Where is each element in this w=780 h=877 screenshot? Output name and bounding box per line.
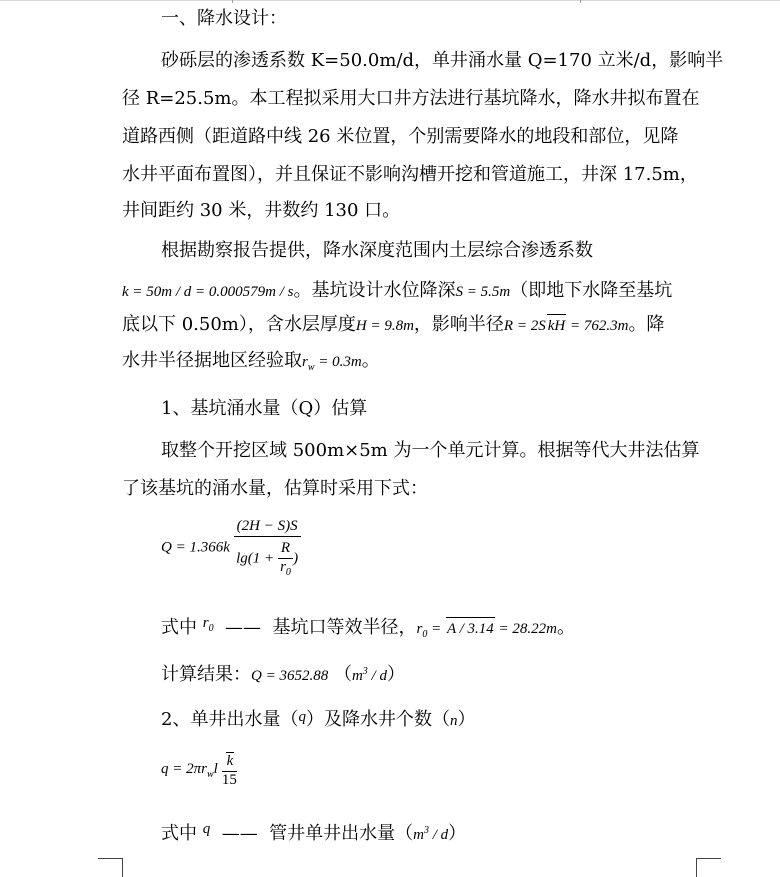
paragraph-line: 径 R=25.5m。本工程拟采用大口井方法进行基坑降水，降水井拟布置在 [122, 88, 700, 109]
margin-corner-mark [696, 858, 721, 877]
paragraph-line: 水井半径据地区经验取$r_w = 0.3m$。 [122, 350, 380, 373]
subheading-2: 2、单井出水量（$^q$）及降水井个数（n） [161, 709, 476, 730]
where-line-r0: 式中 $^{r_0}$ —— 基坑口等效半径，$r_0 = A / 3.14 = 28.22m$。 [161, 615, 575, 640]
paragraph-line: 根据勘察报告提供，降水深度范围内土层综合渗透系数 [161, 240, 593, 261]
permeability-formula: k = 50m / d = 0.000579m / s [122, 284, 294, 300]
well-yield-formula: $q = 2\pi r_wl$ $\frac{k}{15}$ [161, 753, 237, 788]
aquifer-thickness-formula: H = 9.8m [355, 318, 414, 334]
drawdown-formula: S = 5.5m [455, 284, 511, 300]
paragraph-line: k = 50m / d = 0.000579m / s。基坑设计水位降深S = 5.5m（即地下水降至基坑 [122, 280, 673, 301]
paragraph-line: 取整个开挖区域 500m×5m 为一个单元计算。根据等代大井法估算 [161, 440, 700, 461]
ruler-mark [232, 0, 233, 3]
ruler-mark [580, 0, 581, 3]
result-line: 计算结果：Q = 3652.88 $(m^3 / d)$ [161, 664, 405, 685]
paragraph-line: 道路西侧（距道路中线 26 米位置，个别需要降水的地段和部位，见降 [122, 126, 679, 147]
inflow-formula: Q = 1.366k (2H − S)S lg(1 + $\frac{R}{r_0}$ ) [161, 518, 301, 578]
page-top-edge [0, 0, 780, 9]
section-heading: 一、降水设计： [161, 8, 287, 29]
paragraph-line: 底以下 0.50m），含水层厚度H = 9.8m，影响半径R = 2S kH = 762.3m。降 [122, 314, 665, 335]
subheading-1: 1、基坑涌水量（Q）估算 [161, 398, 368, 419]
paragraph-line: 水井平面布置图），并且保证不影响沟槽开挖和管道施工，井深 17.5m， [122, 164, 698, 185]
paragraph-line: 砂砾层的渗透系数 K=50.0m/d，单井涌水量 Q=170 立米/d，影响半 [161, 50, 724, 71]
paragraph-line: 井间距约 30 米，井数约 130 口。 [122, 200, 401, 221]
where-line-q: 式中 $^q$ —— 管井单井出水量$(m^3 / d)$ [161, 821, 467, 844]
paragraph-line: 了该基坑的涌水量，估算时采用下式： [122, 478, 428, 499]
well-radius-formula: $r_w = 0.3m$ [302, 354, 362, 373]
margin-corner-mark [98, 858, 123, 877]
inflow-result: Q = 3652.88 [251, 668, 329, 684]
influence-radius-formula: R = 2S kH = 762.3m [504, 318, 629, 334]
